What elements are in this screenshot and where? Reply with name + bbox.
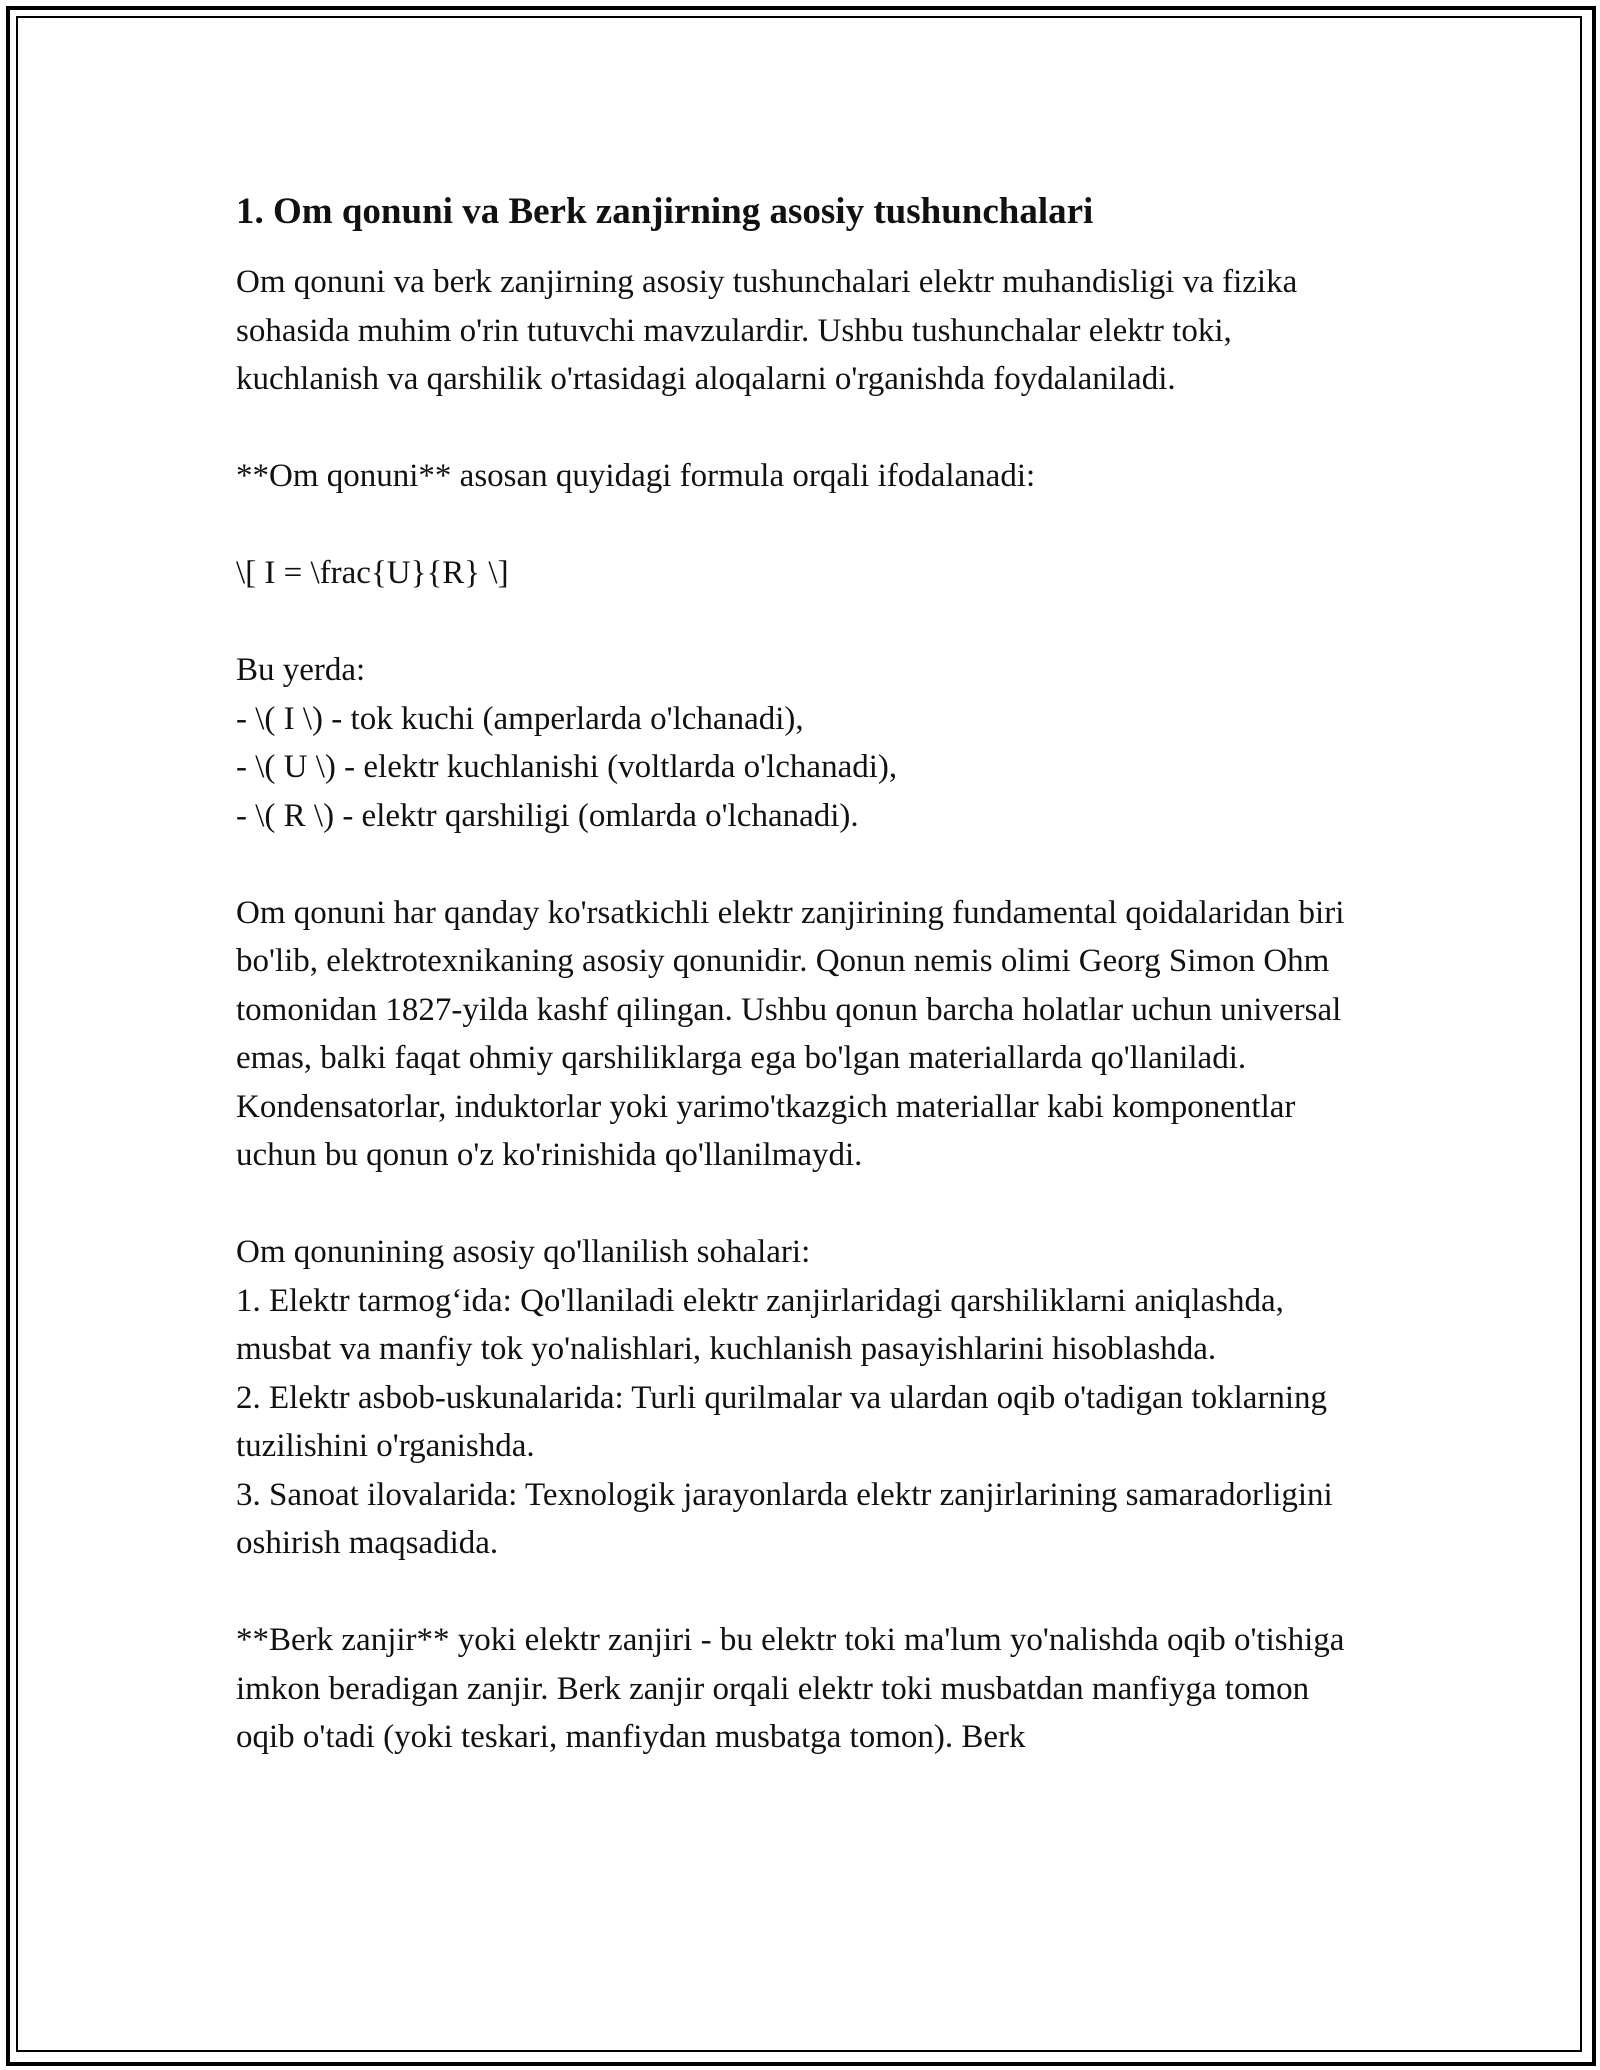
variable-item: - \( U \) - elektr kuchlanishi (voltlarda o'lchanadi), — [236, 749, 898, 785]
application-item: 2. Elektr asbob-uskunalarida: Turli qurilmalar va ulardan oqib o'tadigan toklarning tuzilishini o'rganishda. — [236, 1379, 1328, 1464]
variable-item: - \( R \) - elektr qarshiligi (omlarda o'lchanadi). — [236, 797, 859, 834]
where-label: Bu yerda: — [236, 652, 366, 688]
applications-label: Om qonunining asosiy qo'llanilish sohalari: — [236, 1234, 811, 1270]
application-item: 1. Elektr tarmog‘ida: Qo'llaniladi elektr zanjirlaridagi qarshiliklarni aniqlashda, musbat va manfiy tok yo'nalishlari, kuchlanish pasayishlarini hisoblashda. — [236, 1282, 1284, 1367]
formula-line: \[ I = \frac{U}{R} \] — [236, 555, 509, 591]
intro-paragraph: Om qonuni va berk zanjirning asosiy tushunchalari elektr muhandisligi va fizika sohasida muhim o'rin tutuvchi mavzulardir. Ushbu tushunchalar elektr toki, kuchlanish va qarshilik o'rtasidagi aloqalarni o'rganishda foydalaniladi. — [236, 264, 1298, 397]
ohm-description-paragraph: Om qonuni har qanday ko'rsatkichli elektr zanjirining fundamental qoidalaridan biri bo'lib, elektrotexnikaning asosiy qonunidir. Qonun nemis olimi Georg Simon Ohm tomonidan 1827-yilda kashf qilingan. Ushbu qonun barcha holatlar uchun universal emas, balki faqat ohmiy qarshiliklarga ega bo'lgan materiallarda qo'llaniladi. Kondensatorlar, induktorlar yoki yarimo'tkazgich materiallar kabi komponentlar uchun bu qonun o'z ko'rinishida qo'llanilmaydi. — [236, 894, 1345, 1173]
closed-circuit-paragraph: **Berk zanjir** yoki elektr zanjiri - bu elektr toki ma'lum yo'nalishda oqib o'tishiga imkon beradigan zanjir. Berk zanjir orqali elektr toki musbatdan manfiyga tomon oqib o'tadi (yoki teskari, manfiydan musbatga tomon). Berk — [236, 1622, 1345, 1755]
formula-intro-paragraph: **Om qonuni** asosan quyidagi formula orqali ifodalanadi: — [236, 458, 1036, 494]
applications-block — [236, 1228, 1376, 1568]
section-heading: 1. Om qonuni va Berk zanjirning asosiy tushunchalari — [236, 191, 1094, 232]
document-body — [236, 188, 1376, 1810]
variable-item: - \( I \) - tok kuchi (amperlarda o'lchanadi), — [236, 700, 804, 737]
application-item: 3. Sanoat ilovalarida: Texnologik jarayonlarda elektr zanjirlarining samaradorligini oshirish maqsadida. — [236, 1476, 1333, 1561]
variables-block — [236, 646, 1376, 840]
